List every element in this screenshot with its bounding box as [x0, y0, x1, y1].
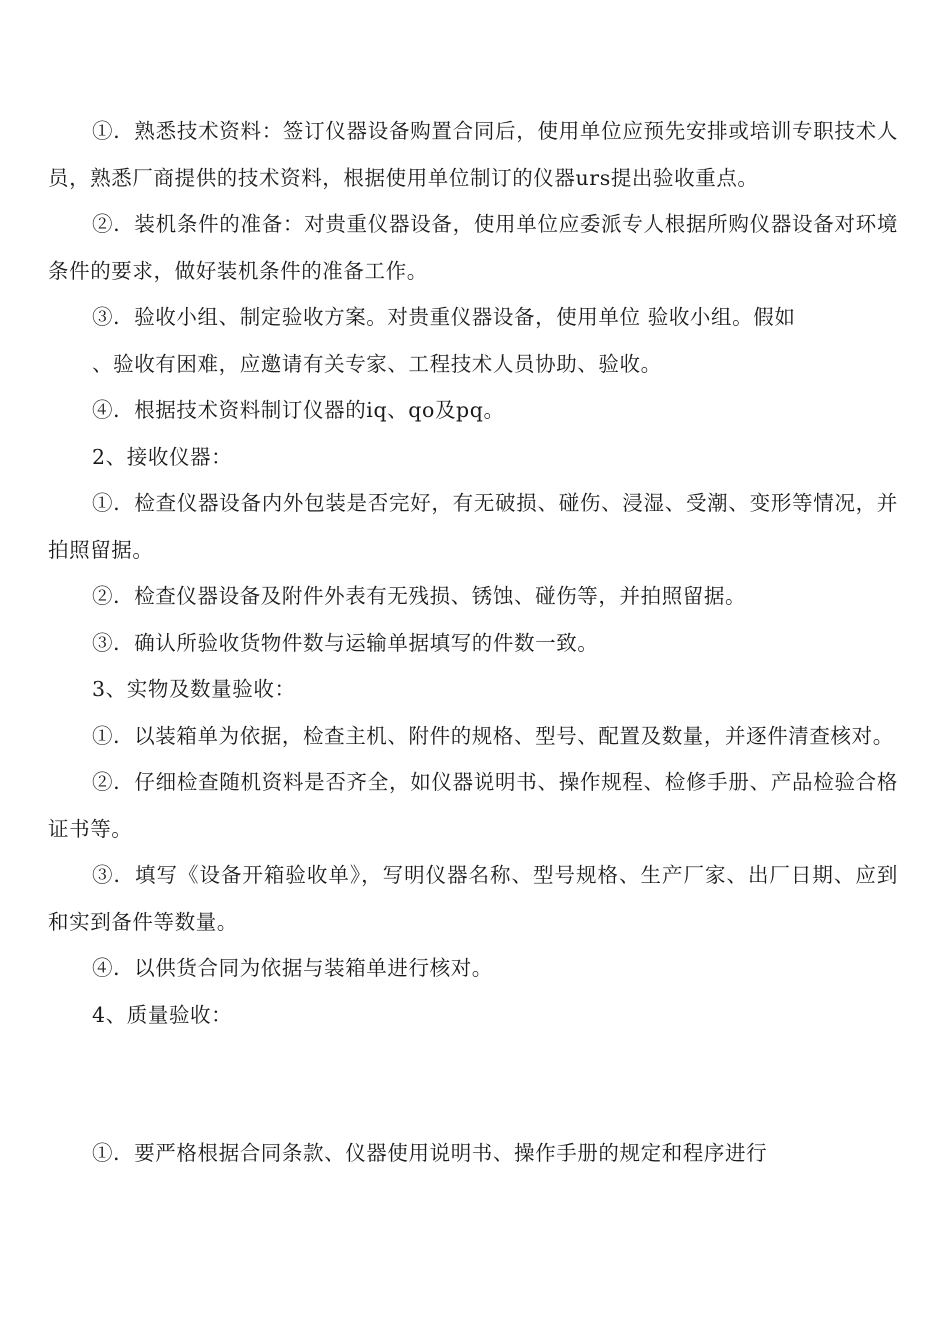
paragraph-check-exterior: ②．检查仪器设备及附件外表有无残损、锈蚀、碰伤等，并拍照留据。 [92, 584, 747, 608]
paragraph-installation-prep: ②．装机条件的准备：对贵重仪器设备，使用单位应委派专人根据所购仪器设备对环境条件的要求，做好装机条件的准备工作。 [48, 212, 898, 283]
paragraph-expert-assist: 、验收有困难，应邀请有关专家、工程技术人员协助、验收。 [92, 351, 662, 376]
paragraph-contract-check: ④．以供货合同为依据与装箱单进行核对。 [92, 956, 493, 980]
paragraph-acceptance-team: ③．验收小组、制定验收方案。对贵重仪器设备，使用单位 验收小组。假如 [92, 305, 796, 329]
paragraph-check-packaging: ①．检查仪器设备内外包装是否完好，有无破损、碰伤、浸湿、受潮、变形等情况，并拍照留据。 [48, 491, 898, 562]
heading-quality-acceptance: 4、质量验收： [92, 1002, 233, 1027]
paragraph-packing-list-check: ①．以装箱单为依据，检查主机、附件的规格、型号、配置及数量，并逐件清查核对。 [92, 723, 894, 748]
document-body [48, 108, 898, 1177]
paragraph-strict-procedure: ①．要严格根据合同条款、仪器使用说明书、操作手册的规定和程序进行 [92, 1141, 768, 1165]
paragraph-familiarize-docs: ①．熟悉技术资料：签订仪器设备购置合同后，使用单位应预先安排或培训专职技术人员，熟悉厂商提供的技术资料，根据使用单位制订的仪器urs提出验收重点。 [48, 119, 898, 190]
paragraph-fill-form: ③．填写《设备开箱验收单》，写明仪器名称、型号规格、生产厂家、出厂日期、应到和实到备件等数量。 [48, 863, 898, 934]
paragraph-iq-oq-pq: ④．根据技术资料制订仪器的iq、qo及pq。 [92, 398, 505, 422]
blank-gap [48, 1038, 898, 1130]
paragraph-check-documents: ②．仔细检查随机资料是否齐全，如仪器说明书、操作规程、检修手册、产品检验合格证书等。 [48, 770, 898, 841]
heading-receive-instrument: 2、接收仪器： [92, 444, 233, 469]
heading-quantity-acceptance: 3、实物及数量验收： [92, 677, 296, 701]
paragraph-confirm-count: ③．确认所验收货物件数与运输单据填写的件数一致。 [92, 630, 599, 655]
